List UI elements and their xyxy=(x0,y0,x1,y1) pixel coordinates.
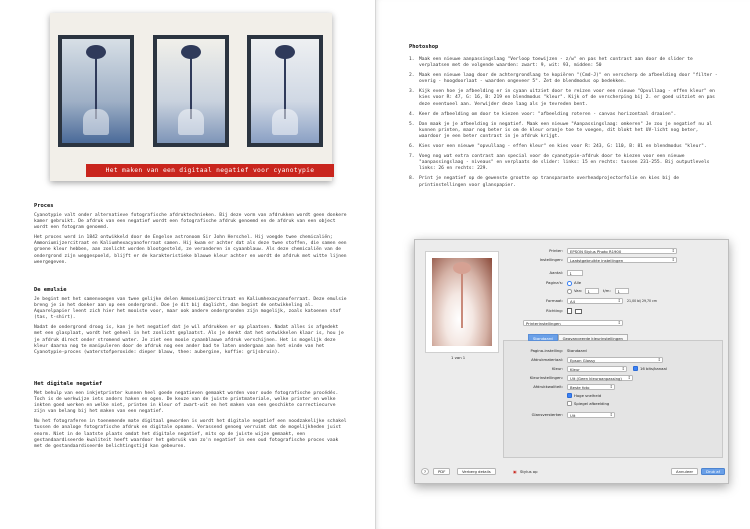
pages-to-input[interactable]: 1 xyxy=(615,288,629,294)
mirror-checkbox[interactable] xyxy=(567,401,572,406)
step-text: Voeg nog wat extra contrast aan special voor de cyanotypie-afdruk door te kiezen voor een nieuwe "aanpassingslaag - niveaus" en verplaats de slider: links: 15 en rechts: tussen 231-255. Bij outputlevels links: 26 en rechts: 229. xyxy=(419,154,710,172)
pages-from-input[interactable]: 1 xyxy=(585,288,599,294)
step-text: Print je negatief op de gewenste grootte op transparante overheadprojectorfolie en kies bij de printinstellingen voor glanspapier. xyxy=(419,176,679,188)
quality-select[interactable]: Beste foto ⇕ xyxy=(567,384,615,390)
settings-tabs xyxy=(528,334,628,341)
pages-label: Pagina's: xyxy=(546,280,563,285)
quality-label: Afdrukkwaliteit: xyxy=(533,384,563,389)
gloss-label: Glansversterker: xyxy=(531,412,563,417)
cancel-button[interactable]: Annuleer xyxy=(671,468,698,475)
pages-to-label: t/m: xyxy=(603,288,611,293)
printer-icon: ▣ xyxy=(513,469,517,474)
section-heading: Het digitale negatief xyxy=(34,381,103,387)
page-counter: 1 van 1 xyxy=(451,355,466,360)
tab-advanced-color[interactable]: Geavanceerde kleurinstellingen xyxy=(558,334,628,341)
gloss-select[interactable]: Uit ⇕ xyxy=(567,412,615,418)
landscape-icon[interactable] xyxy=(575,309,582,314)
paper-select[interactable]: A4 ⇕ xyxy=(567,298,623,304)
printer-select[interactable]: EPSON Stylus Photo R1900 ⇕ xyxy=(567,248,677,254)
step-item: 3. Kijk even hoe je afbeelding er in cyaan uitziet door te reizen voor een nieuwe "Opvullaag - effen kleur" en kies voor R: 47, G: 16, B: 219 en blendmodus "kleur". Kijk of de verscherping bij 2. er goed uitziet en pas deze eventueel aan. Verwijder deze laag als je tevreden bent. xyxy=(409,89,715,107)
portrait-icon[interactable] xyxy=(567,308,572,314)
step-text: Maak een nieuwe laag door de achtergrondlaag te kopiëren "(Cmd-J)" en verscherp de afbeelding door "filter - overig - hoogdoorlaat - waarden ongeveer 5". Zet de blendmodus op bedekken. xyxy=(419,73,718,85)
paragraph: Het proces werd in 1842 ontwikkeld door de Engelse astronoom Sir John Herschel. Hij voegde twee chemicaliën; Ammoniumijzercitraat en Kaliumhexacyanoferraat samen. Hij kwam er achter dat als deze twee stoffen, die samen een groene kleur hebben, aan zonlicht worden blootgesteld, ze veranderen in cyaanblauw. Als deze chemicaliën van de ondergrond zijn weggespoeld, blijft er de karakteristieke blauwe kleur achter en wordt de afdruk met witte lijnen weergegeven. xyxy=(34,235,347,265)
paragraph: Cyanotypie valt onder alternatieve fotografische afdruktechnieken. Bij deze vorm van afdrukken wordt geen donkere kamer gebruikt. De afdruk van een negatief wordt een fotografische afdruk genoemd en de afdruk van een object wordt een fotogram genoemd. xyxy=(34,213,347,231)
section-proces xyxy=(34,203,348,266)
step-item: 5. Dan maak je je afbeelding in negatief. Maak een nieuwe "Aanpassingslaag: omkeren" Je zou je negatief nu al kunnen printen, maar nog beter is om de kleur oranje toe te voegen, dit blokt het UV-licht nog beter, waardoor je een beter contrast in je afdruk krijgt. xyxy=(409,121,713,139)
paper-label: Formaat: xyxy=(546,298,563,303)
orientation-label: Richting: xyxy=(546,308,563,313)
tab-standard[interactable]: Standaard xyxy=(528,334,558,341)
pdf-button[interactable]: PDF xyxy=(433,468,450,475)
cyanotype-print-2 xyxy=(153,35,229,147)
cyanotype-print-3 xyxy=(247,35,323,147)
color-select[interactable]: Kleur ⇕ xyxy=(567,366,627,372)
high-speed-label: Hoge snelheid xyxy=(574,393,602,398)
step-text: Dan maak je je afbeelding in negatief. Maak een nieuwe "Aanpassingslaag: omkeren" Je zou je negatief nu al kunnen printen, maar nog beter is om de kleur oranje toe te voegen, dit blokt het UV-licht nog beter, waardoor je een beter contrast in je afdruk krijgt. xyxy=(419,121,713,139)
paragraph: Met behulp van een inkjetprinter kunnen heel goede negatieven gemaakt worden voor oude fotografische procédés. Toch is de werkwijze iets anders haken en ogen. De keuze van de juiste printmateriale, welke printer en welke inkten goed werken en welke niet, printen in kleur of zwart-wit en het maken van een geschikte correctiecurve zijn van belang bij het maken van een negatief. xyxy=(34,391,339,415)
copies-label: Aantal: xyxy=(549,270,563,275)
step-item: 7. Voeg nog wat extra contrast aan special voor de cyanotypie-afdruk door te kiezen voor een nieuwe "aanpassingslaag - niveaus" en verplaats de slider: links: 15 en rechts: tussen 231-255. Bij outputlevels links: 26 en rechts: 229. xyxy=(409,154,710,172)
paragraph: Je begint met het samenvoegen van twee gelijke delen Ammoniumijzercitraat en Kaliumhexacyanoferraat. Deze emulsie breng je in het donker aan op een ondergrond. Doe je dit bij daglicht, dan begint de ontwikkeling al. Aquarelpapier leent zich hier het mooiste voor, maar ook andere ondergronden zijn mogelijk, zoals katoenen stof (tas, t-shirt). xyxy=(34,297,347,321)
step-item: 6. Kies voor een nieuwe "opvullaag - effen kleur" en kies voor R: 243, G: 110, B: 81 en blendmodus "kleur". xyxy=(409,144,707,150)
pages-all-radio[interactable] xyxy=(567,281,572,286)
cyanotype-photo xyxy=(50,13,332,181)
media-label: Afdrukmateriaal: xyxy=(531,357,563,362)
step-item: 2. Maak een nieuwe laag door de achtergrondlaag te kopiëren "(Cmd-J)" en verscherp de afbeelding door "filter - overig - hoogdoorlaat - waarden ongeveer 5". Zet de blendmodus op bedekken. xyxy=(409,73,718,85)
bit-depth-label: 16 bits/kanaal xyxy=(640,366,667,371)
section-select[interactable]: Printerinstellingen ⇕ xyxy=(523,320,623,326)
step-item: 8. Print je negatief op de gewenste grootte op transparante overheadprojectorfolie en kies bij de printinstellingen voor glanspapier. xyxy=(409,176,679,188)
help-button[interactable]: ? xyxy=(421,468,429,475)
page-setup-label: Pagina-instelling: xyxy=(530,348,563,353)
paper-size: 21,00 bij 29,70 cm xyxy=(627,299,657,303)
dialog-bottom-bar xyxy=(415,461,728,483)
supplies-label[interactable]: Stylus op xyxy=(520,469,538,474)
print-button[interactable]: Druk af xyxy=(701,468,725,475)
step-text: Maak een nieuwe aanpassingslaag "Verloop toewijzen - z/w" en pas het contrast aan door de slider te verplaatsen met de volgende waarden: zwart: 9, wit: 93, midden: 50 xyxy=(419,57,693,69)
bit-depth-checkbox[interactable] xyxy=(633,366,638,371)
presets-select[interactable]: Laatstgebruikte instellingen ⇕ xyxy=(567,257,677,263)
step-text: Keer de afbeelding om door te kiezen voor: "afbeelding roteren - canvas horizontaal draaien". xyxy=(419,111,677,117)
step-text: Kies voor een nieuwe "opvullaag - effen kleur" en kies voor R: 243, G: 110, B: 81 en blendmodus "kleur". xyxy=(419,144,707,150)
section-emulsie xyxy=(34,287,348,356)
section-digitale-negatief xyxy=(34,381,348,450)
print-dialog xyxy=(414,239,729,484)
pages-range-radio[interactable] xyxy=(567,289,572,294)
pages-all-label: Alle xyxy=(574,280,582,285)
color-settings-select[interactable]: Uit (Geen kleuraanpassing) ⇕ xyxy=(567,375,633,381)
printer-label: Printer: xyxy=(549,248,563,253)
right-page xyxy=(375,0,750,529)
step-text: Kijk even hoe je afbeelding er in cyaan uitziet door te reizen voor een nieuwe "Opvullaag - effen kleur" en kies voor R: 47, G: 16, B: 219 en blendmodus "kleur". Kijk of de verscherping bij 2. er goed uitziet en pas deze eventueel aan. Verwijder deze laag als je tevreden bent. xyxy=(419,89,715,107)
section-heading: Proces xyxy=(34,203,54,209)
step-item: 4. Keer de afbeelding om door te kiezen voor: "afbeelding roteren - canvas horizontaal draaien". xyxy=(409,111,677,117)
hide-details-button[interactable]: Verberg details xyxy=(457,468,496,475)
section-heading: De emulsie xyxy=(34,287,67,293)
photo-caption: Het maken van een digitaal negatief voor cyanotypie xyxy=(86,164,334,177)
photoshop-heading: Photoshop xyxy=(409,44,439,50)
pages-from-label: Van: xyxy=(574,288,583,293)
steps-list xyxy=(409,57,721,193)
print-preview xyxy=(425,251,499,353)
step-item: 1. Maak een nieuwe aanpassingslaag "Verloop toewijzen - z/w" en pas het contrast aan door de slider te verplaatsen met de volgende waarden: zwart: 9, wit: 93, midden: 50 xyxy=(409,57,693,69)
media-select[interactable]: Epson Glossy ⇕ xyxy=(567,357,663,363)
paragraph: Nadat de ondergrond droog is, kan je het negatief dat je wil afdrukken er op plaatsen. Nadat alles is afgedekt met een glasplaat, wordt het geheel in het zonlicht geplaatst. Als je denkt dat het ontwikkelen klaar is, hou je je afdruk direct onder stromend water. Je ziet een mooie cyaanblauwe afdruk verschijnen. Het is mogelijk deze kleur daarna nog te manipuleren door de afdruk nog een ander bad te laten ondergaan aan het einde van het Cyanotypie-proces (waterstofperoxide: dieper blauw, thee: aubergine, koffie: grijsbruin). xyxy=(34,325,344,355)
high-speed-checkbox[interactable] xyxy=(567,393,572,398)
color-label: Kleur: xyxy=(551,366,563,371)
color-settings-label: Kleurinstellingen: xyxy=(529,375,563,380)
cyanotype-print-1 xyxy=(58,35,134,147)
mirror-label: Spiegel afbeelding xyxy=(574,401,610,406)
presets-label: Instellingen: xyxy=(539,257,563,262)
paragraph: Nu het fotograferen in toenemende mate digitaal geworden is wordt het digitale negatief een noodzakelijke schakel tussen de analoge fotografische afdruk en digitale opname. Verassend genoeg verruimt dat de mogelijkheden juist enorm. Niet in de laatste plaats omdat het digitale negatief, mits op de juiste wijze gemaakt, een gestandaardiseerde kwaliteit heeft waardoor het gebruik van zo'n negatief in een oud fotografische proces vaak met de gestandaardiseerde belichtingstijd kan gebeuren. xyxy=(34,419,347,449)
page-setup-value: Standaard xyxy=(567,348,587,353)
copies-input[interactable]: 1 xyxy=(567,270,583,276)
